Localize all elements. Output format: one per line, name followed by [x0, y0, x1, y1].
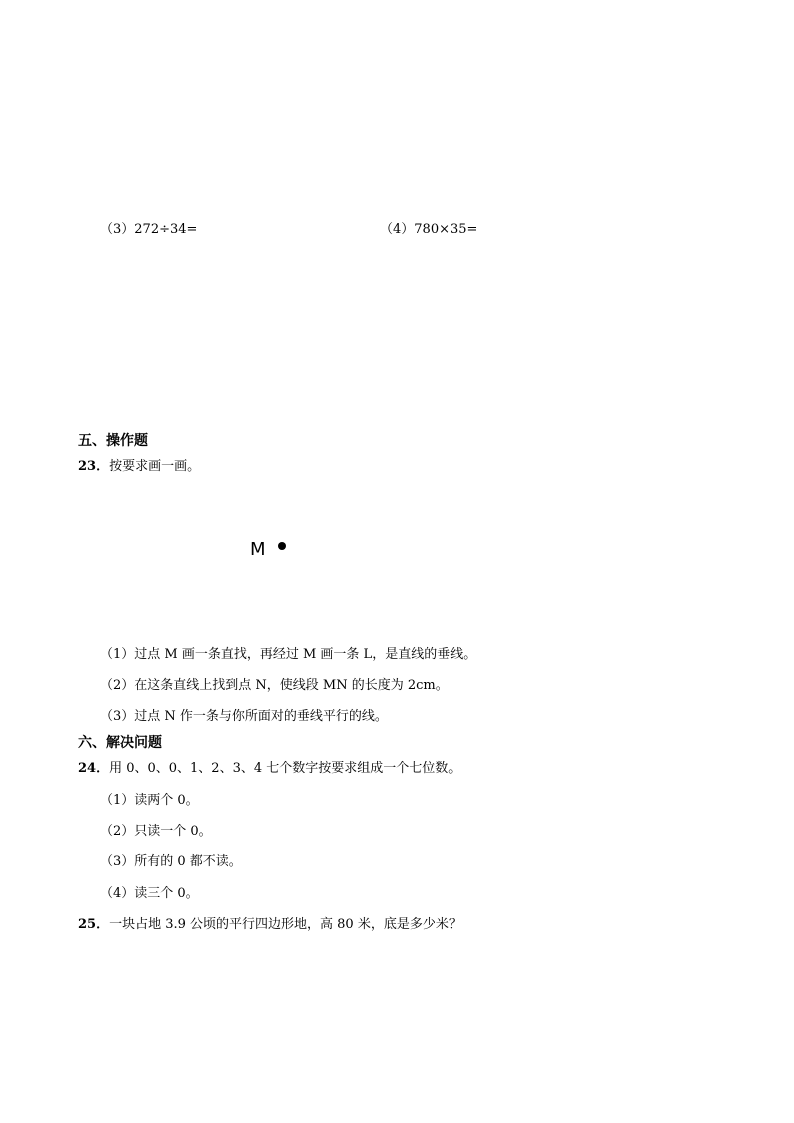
question-24-text: 用 0、0、0、1、2、3、4 七个数字按要求组成一个七位数。	[109, 761, 462, 776]
point-m-figure	[250, 538, 310, 562]
question-25	[78, 916, 462, 934]
question-24-item-4: （4）读三个 0。	[100, 886, 199, 901]
point-m-label: M	[250, 539, 266, 560]
question-23	[78, 458, 200, 476]
question-25-number: 25．	[78, 917, 110, 932]
question-24-number: 24．	[78, 761, 110, 776]
problem-3: （3）272÷34=	[100, 222, 198, 237]
problem-4: （4）780×35=	[380, 222, 478, 237]
question-23-number: 23．	[78, 459, 110, 474]
question-23-item-1: （1）过点 M 画一条直找，再经过 M 画一条 L，是直线的垂线。	[100, 647, 477, 662]
question-24	[78, 760, 461, 778]
section-5-title: 五、操作题	[78, 433, 148, 449]
question-24-item-3: （3）所有的 0 都不读。	[100, 854, 242, 869]
section-6-title: 六、解决问题	[78, 735, 162, 751]
question-24-item-2: （2）只读一个 0。	[100, 824, 212, 839]
point-m-dot	[278, 542, 286, 550]
question-25-text: 一块占地 3.9 公顷的平行四边形地，高 80 米，底是多少米？	[109, 917, 462, 932]
question-23-item-3: （3）过点 N 作一条与你所面对的垂线平行的线。	[100, 709, 388, 724]
question-23-text: 按要求画一画。	[109, 459, 201, 474]
question-23-item-2: （2）在这条直线上找到点 N，使线段 MN 的长度为 2cm。	[100, 678, 449, 693]
question-24-item-1: （1）读两个 0。	[100, 793, 199, 808]
